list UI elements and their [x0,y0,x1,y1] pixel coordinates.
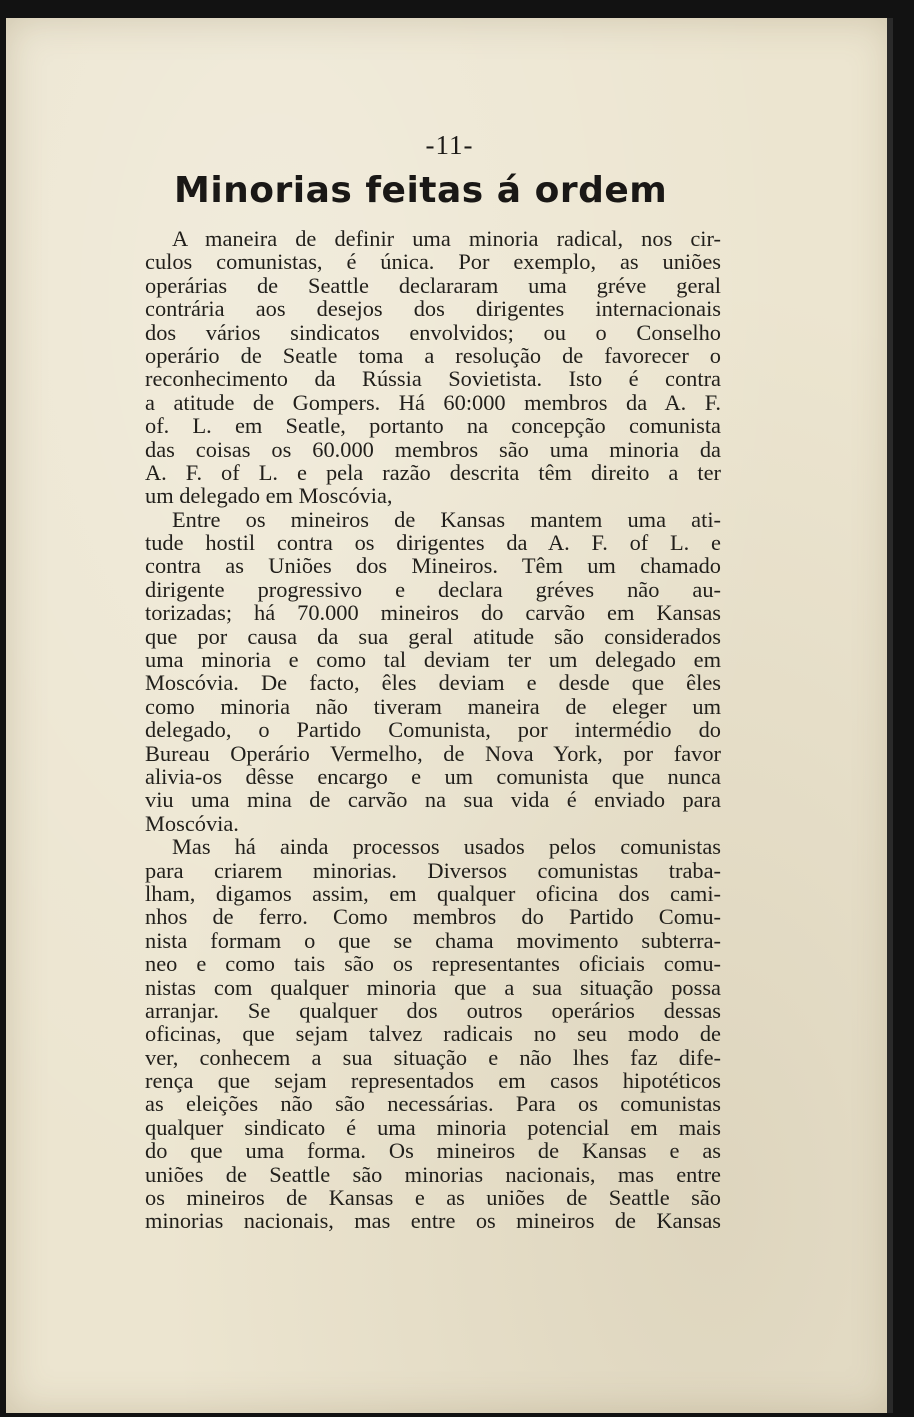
text-line: lham, digamos assim, em qualquer oficina dos cami- [145,880,721,906]
text-line: a atitude de Gompers. Há 60:000 membros da A. F. [145,389,721,415]
text-line: tude hostil contra os dirigentes da A. F. of L. e [145,530,721,556]
text-line: das coisas os 60.000 membros são uma minoria da [145,436,721,462]
text-line: neo e como tais são os representantes oficiais comu- [145,951,721,977]
text-line: culos comunistas, é única. Por exemplo, as uniões [145,249,721,275]
text-line: alivia-os dêsse encargo e um comunista que nunca [145,763,721,789]
text-line: do que uma forma. Os mineiros de Kansas e as [145,1138,721,1164]
text-line: of. L. em Seatle, portanto na concepção comunista [145,413,721,439]
text-line: A maneira de definir uma minoria radical, nos cir- [172,226,721,251]
text-line: Moscóvia. De facto, êles deviam e desde que êles [145,670,721,696]
text-line: ver, conhecem a sua situação e não lhes faz dife- [145,1044,721,1070]
text-line: rença que sejam representados em casos hipotéticos [145,1068,721,1094]
text-line: Moscóvia. [145,810,239,836]
text-line: Bureau Operário Vermelho, de Nova York, por favor [145,740,721,766]
text-line: contra as Uniões dos Mineiros. Têm um chamado [145,553,721,579]
text-line: oficinas, que sejam talvez radicais no seu modo de [145,1021,721,1047]
text-line: que por causa da sua geral atitude são considerados [145,623,721,649]
text-line: nistas com qualquer minoria que a sua situação possa [145,974,721,1000]
text-line: qualquer sindicato é uma minoria potencial em mais [145,1114,721,1140]
text-line: A. F. of L. e pela razão descrita têm direito a ter [145,459,721,485]
body-text [145,227,721,1233]
text-line: como minoria não tiveram maneira de eleger um [145,693,721,719]
text-line: operárias de Seattle declararam uma gréve geral [145,272,721,298]
page-number: -11- [425,130,474,160]
chapter-title: Minorias feitas á ordem [174,170,668,211]
text-line: nista formam o que se chama movimento subterra- [145,927,721,953]
text-line: viu uma mina de carvão na sua vida é enviado para [145,787,721,813]
text-line: delegado, o Partido Comunista, por intermédio do [145,717,721,743]
text-line: contrária aos desejos dos dirigentes internacionais [145,296,721,322]
text-line: reconhecimento da Rússia Sovietista. Isto é contra [145,366,721,392]
text-line: Entre os mineiros de Kansas mantem uma ati- [172,506,721,532]
text-line: para criarem minorias. Diversos comunistas traba- [145,857,721,883]
text-line: arranjar. Se qualquer dos outros operários dessas [145,997,721,1023]
text-line: dos vários sindicatos envolvidos; ou o Conselho [145,319,721,345]
text-line: uma minoria e como tal deviam ter um delegado em [145,647,721,673]
book-page [6,18,893,1413]
text-line: operário de Seatle toma a resolução de favorecer o [145,342,721,368]
text-line: Mas há ainda processos usados pelos comunistas [172,834,721,860]
text-line: as eleições não são necessárias. Para os comunistas [145,1091,721,1117]
text-line: nhos de ferro. Como membros do Partido Comu- [145,904,721,930]
text-line: minorias nacionais, mas entre os mineiros de Kansas [145,1208,721,1234]
text-line: um delegado em Moscóvia, [145,483,393,509]
text-line: dirigente progressivo e declara gréves não au- [145,576,721,602]
text-line: torizadas; há 70.000 mineiros do carvão em Kansas [145,600,721,626]
page-edge-shadow [887,18,893,1413]
text-line: os mineiros de Kansas e as uniões de Seattle são [145,1185,721,1211]
text-line: uniões de Seattle são minorias nacionais, mas entre [145,1161,721,1187]
